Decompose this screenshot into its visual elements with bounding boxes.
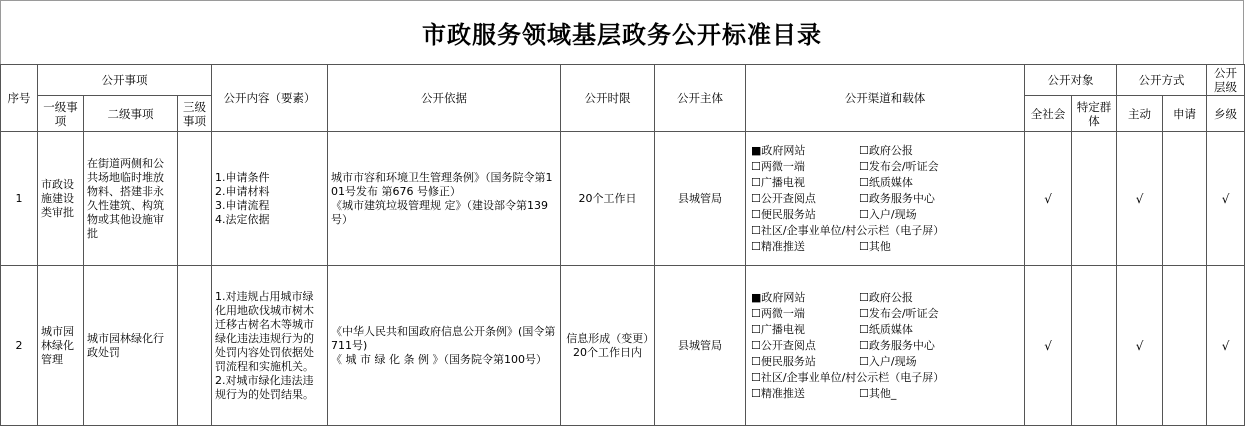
channel-option: ☐精准推送: [751, 386, 805, 400]
row-basis: 《中华人民共和国政府信息公开条例》(国令第711号) 《 城 市 绿 化 条 例 》（国务院令第100号）: [328, 266, 561, 426]
channel-option: ☐入户/现场: [859, 354, 917, 368]
channel-option: ☐广播电视: [751, 322, 805, 336]
row-content: 1.对违规占用城市绿化用地砍伐城市树木迁移古树名木等城市绿化违法违规行为的处罚内容处罚依据处罚流程和实施机关。 2.对城市绿化违法违规行为的处罚结果。: [212, 266, 328, 426]
channel-option: ☐便民服务站: [751, 354, 816, 368]
header-subject: 公开主体: [655, 65, 746, 132]
channel-option: ☐政务服务中心: [859, 191, 935, 205]
row-method-request: [1163, 132, 1207, 266]
header-level1: 一级事项: [38, 96, 84, 132]
row-channels: [746, 266, 1025, 426]
header-target-specific: 特定群体: [1072, 96, 1117, 132]
channel-option: ☐政务服务中心: [859, 338, 935, 352]
row-target-all: √: [1025, 132, 1072, 266]
table-row: [1, 266, 1245, 426]
channel-option: ☐社区/企事业单位/村公示栏（电子屏）: [751, 370, 945, 384]
row-method-active: √: [1117, 132, 1163, 266]
row-level2: 城市园林绿化行政处罚: [84, 266, 178, 426]
channel-option: ☐发布会/听证会: [859, 306, 939, 320]
channel-option: ☐其他_: [859, 386, 897, 400]
row-seq: 1: [1, 132, 38, 266]
row-level-township: √: [1207, 266, 1245, 426]
channel-option: ■政府网站: [751, 290, 806, 304]
header-time-limit: 公开时限: [561, 65, 655, 132]
header-row-1: [1, 65, 1245, 96]
row-level3: [178, 266, 212, 426]
channel-option: ☐便民服务站: [751, 207, 816, 221]
row-method-request: [1163, 266, 1207, 426]
row-subject: 县城管局: [655, 132, 746, 266]
channel-option: ☐政府公报: [859, 143, 913, 157]
header-method-active: 主动: [1117, 96, 1163, 132]
row-subject: 县城管局: [655, 266, 746, 426]
channel-option: ☐精准推送: [751, 239, 805, 253]
header-level-township: 乡级: [1207, 96, 1245, 132]
channel-option: ☐发布会/听证会: [859, 159, 939, 173]
channel-option: ☐入户/现场: [859, 207, 917, 221]
header-seq: 序号: [1, 65, 38, 132]
row-seq: 2: [1, 266, 38, 426]
row-channels: [746, 132, 1025, 266]
channel-option: ☐其他: [859, 239, 891, 253]
row-level1: 市政设施建设类审批: [38, 132, 84, 266]
row-target-all: √: [1025, 266, 1072, 426]
table-row: [1, 132, 1245, 266]
channel-option: ☐社区/企事业单位/村公示栏（电子屏）: [751, 223, 945, 237]
row-level2: 在街道两侧和公共场地临时堆放物料、搭建非永久性建筑、构筑物或其他设施审批: [84, 132, 178, 266]
row-basis: 城市市容和环境卫生管理条例》（国务院令第101号发布 第676 号修正） 《城市建筑垃圾管理规 定》（建设部令第139号）: [328, 132, 561, 266]
header-target-all: 全社会: [1025, 96, 1072, 132]
row-content: 1.申请条件 2.申请材料 3.申请流程 4.法定依据: [212, 132, 328, 266]
header-matters: 公开事项: [38, 65, 212, 96]
row-target-specific: [1072, 132, 1117, 266]
row-level3: [178, 132, 212, 266]
channel-option: ☐广播电视: [751, 175, 805, 189]
channel-option: ☐公开查阅点: [751, 191, 816, 205]
channel-list: [749, 144, 1021, 254]
header-channel: 公开渠道和载体: [746, 65, 1025, 132]
channel-option: ☐公开查阅点: [751, 338, 816, 352]
channel-option: ☐纸质媒体: [859, 175, 913, 189]
channel-option: ■政府网站: [751, 143, 806, 157]
row-level-township: √: [1207, 132, 1245, 266]
row-target-specific: [1072, 266, 1117, 426]
channel-list: [749, 291, 1021, 401]
header-target: 公开对象: [1025, 65, 1117, 96]
header-level2: 二级事项: [84, 96, 178, 132]
page-title: 市政服务领域基层政务公开标准目录: [0, 0, 1244, 64]
header-level3: 三级事项: [178, 96, 212, 132]
row-level1: 城市园林绿化管理: [38, 266, 84, 426]
channel-option: ☐两微一端: [751, 159, 805, 173]
header-method: 公开方式: [1117, 65, 1207, 96]
channel-option: ☐纸质媒体: [859, 322, 913, 336]
header-level: 公开层级: [1207, 65, 1245, 96]
header-method-request: 申请: [1163, 96, 1207, 132]
header-content: 公开内容（要素）: [212, 65, 328, 132]
header-basis: 公开依据: [328, 65, 561, 132]
channel-option: ☐两微一端: [751, 306, 805, 320]
row-time-limit: 20个工作日: [561, 132, 655, 266]
catalog-table: [0, 64, 1245, 426]
row-method-active: √: [1117, 266, 1163, 426]
row-time-limit: 信息形成（变更）20个工作日内: [561, 266, 655, 426]
channel-option: ☐政府公报: [859, 290, 913, 304]
